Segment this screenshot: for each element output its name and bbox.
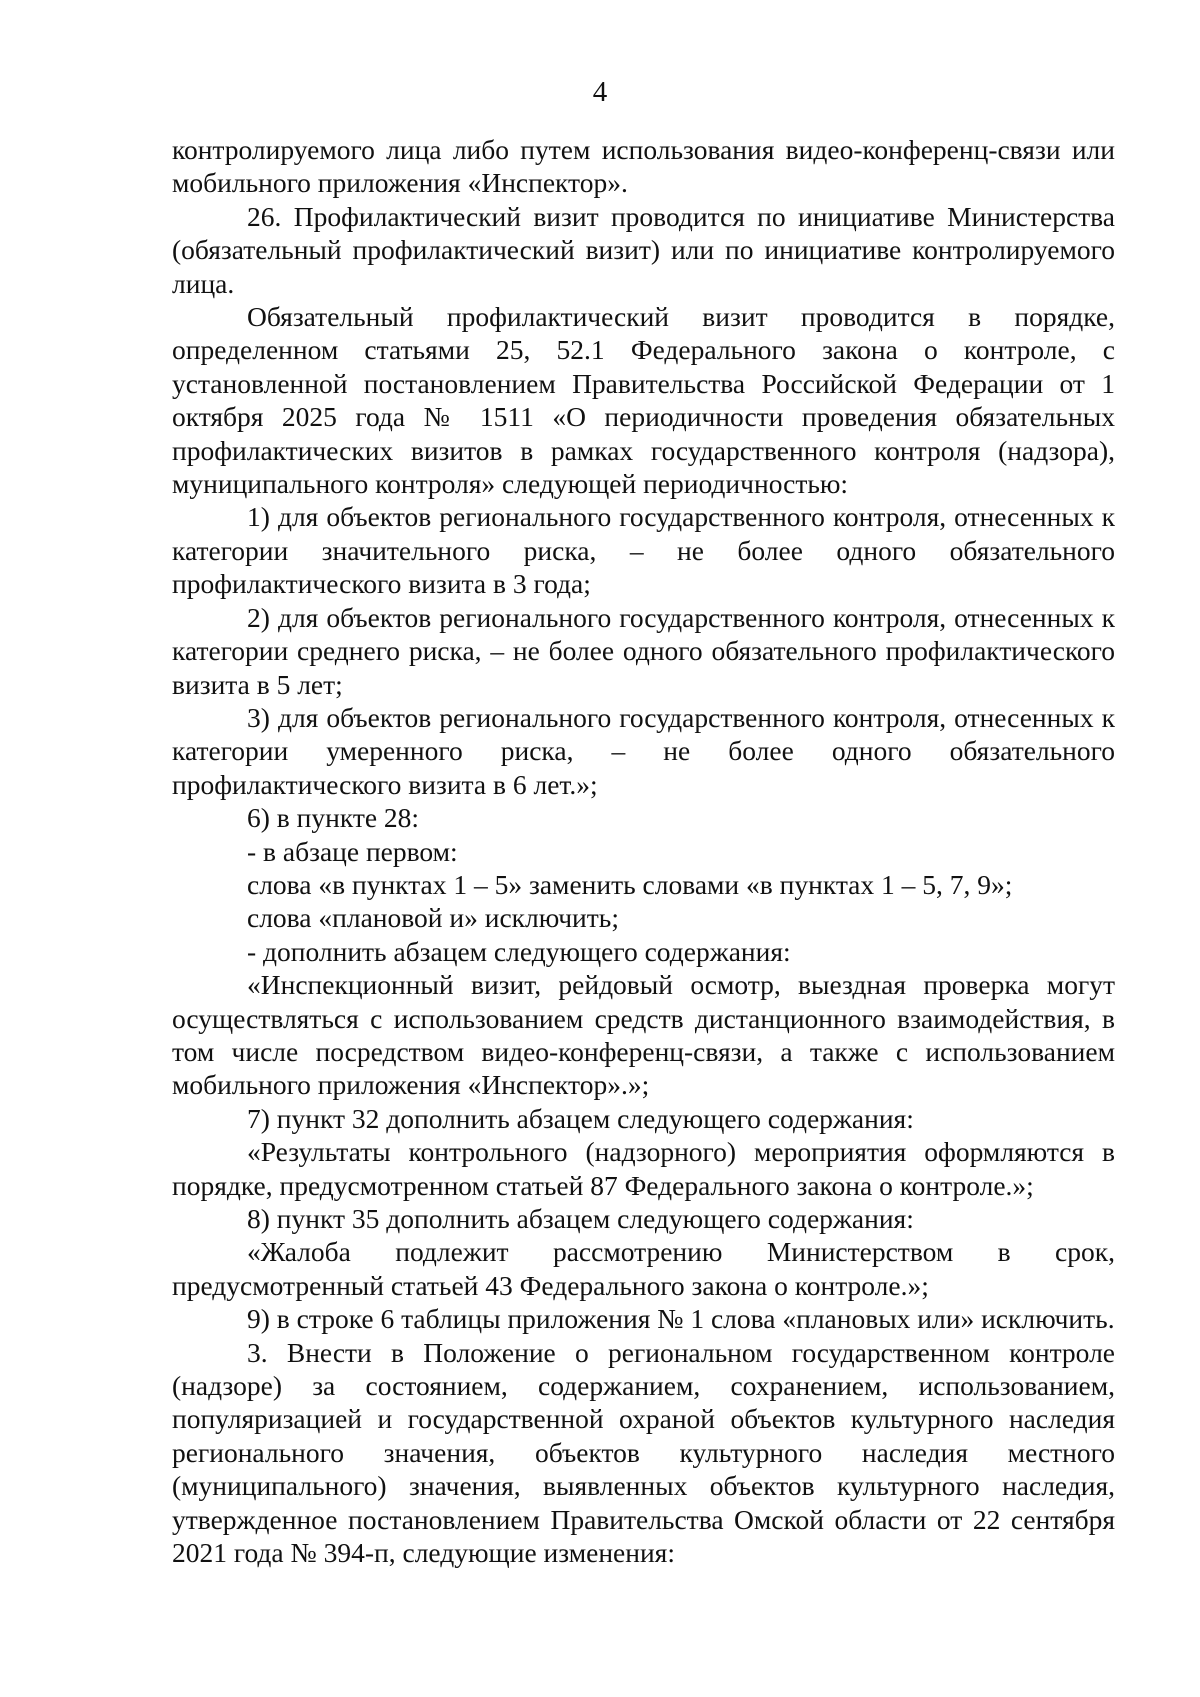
- paragraph-item-26: 26. Профилактический визит проводится по инициативе Министерства (обязательный профилактический визит) или по инициативе контролируемого лица.: [172, 200, 1115, 299]
- paragraph-item-8: 8) пункт 35 дополнить абзацем следующего содержания:: [247, 1203, 914, 1234]
- paragraph-subitem-2: 2) для объектов регионального государственного контроля, отнесенных к категории среднего риска, – не более одного обязательного профилактического визита в 5 лет;: [172, 601, 1115, 700]
- paragraph-mandatory-visit: Обязательный профилактический визит проводится в порядке, определенном статьями 25, 52.1 Федерального закона о контроле, с установленной постановлением Правительства Российской Федерации от 1 октября 2025 года № 1511 «О периодичности проведения обязательных профилактических визитов в рамках государственного контроля (надзора), муниципального контроля» следующей периодичностью:: [172, 301, 1115, 500]
- paragraph-replace-words: слова «в пунктах 1 – 5» заменить словами «в пунктах 1 – 5, 7, 9»;: [247, 868, 1013, 900]
- paragraph-first-para: - в абзаце первом:: [247, 835, 458, 867]
- paragraph-subitem-3: 3) для объектов регионального государственного контроля, отнесенных к категории умеренного риска, – не более одного обязательного профилактического визита в 6 лет.»;: [172, 701, 1115, 800]
- paragraph-section-3: 3. Внести в Положение о региональном государственном контроле (надзоре) за состоянием, содержанием, сохранением, использованием, популяризацией и государственной охраной объектов культурного наследия регионального значения, объектов культурного наследия местного (муниципального) значения, выявленных объектов культурного наследия, утвержденное постановлением Правительства Омской области от 22 сентября 2021 года № 394-п, следующие изменения:: [172, 1336, 1115, 1569]
- paragraph-exclude-words: слова «плановой и» исключить;: [247, 902, 619, 934]
- paragraph-results: «Результаты контрольного (надзорного) мероприятия оформляются в порядке, предусмотренном статьей 87 Федерального закона о контроле.»;: [172, 1136, 1115, 1201]
- document-body: [172, 133, 1115, 1569]
- paragraph-inspection-visit: «Инспекционный визит, рейдовый осмотр, выездная проверка могут осуществляться с использованием средств дистанционного взаимодействия, в том числе посредством видео-конференц-связи, а также с использованием мобильного приложения «Инспектор».»;: [172, 969, 1115, 1101]
- paragraph-item-6: 6) в пункте 28:: [247, 802, 420, 834]
- paragraph-add-para: - дополнить абзацем следующего содержания:: [247, 935, 791, 967]
- paragraph-item-7: 7) пункт 32 дополнить абзацем следующего содержания:: [247, 1102, 914, 1134]
- paragraph-item-9: 9) в строке 6 таблицы приложения № 1 слова «плановых или» исключить.: [247, 1303, 1115, 1335]
- paragraph-complaint: «Жалоба подлежит рассмотрению Министерством в срок, предусмотренный статьей 43 Федерального закона о контроле.»;: [172, 1236, 1115, 1301]
- paragraph-subitem-1: 1) для объектов регионального государственного контроля, отнесенных к категории значительного риска, – не более одного обязательного профилактического визита в 3 года;: [172, 501, 1115, 600]
- paragraph-continuation: контролируемого лица либо путем использования видео-конференц-связи или мобильного приложения «Инспектор».: [172, 134, 1115, 199]
- page-number: 4: [592, 76, 608, 108]
